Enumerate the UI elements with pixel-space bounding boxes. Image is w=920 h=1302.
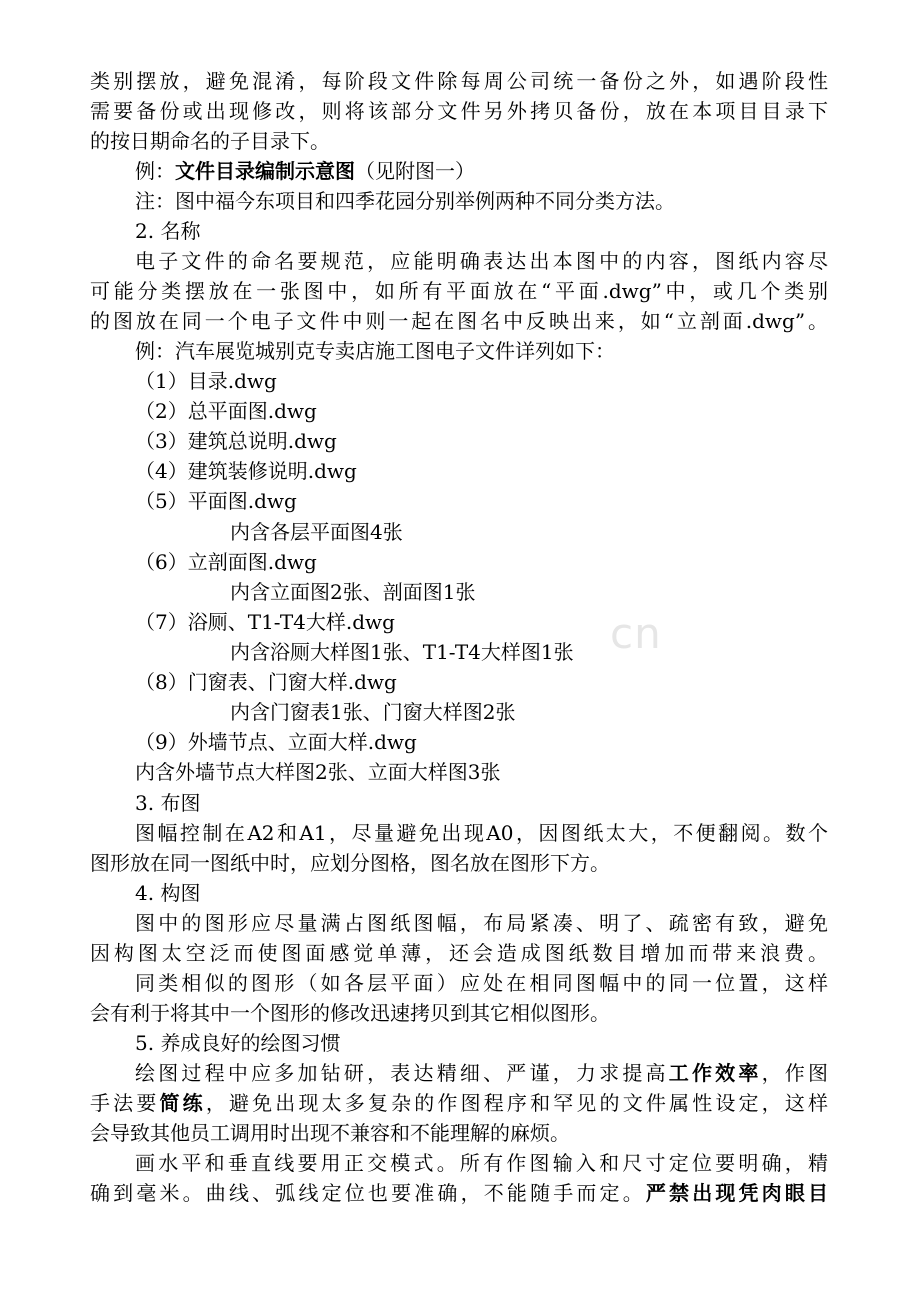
- text-run: 确到毫米。曲线、弧线定位也要准确，不能随手而定。: [90, 1181, 646, 1205]
- paragraph-line: [90, 1178, 828, 1208]
- text-run: ，避免出现太多复杂的作图程序和罕见的文件属性设定，这样: [205, 1091, 829, 1115]
- note-line: 注：图中福今东项目和四季花园分别举例两种不同分类方法。: [135, 189, 675, 213]
- paragraph-line: 的图放在同一个电子文件中则一起在图名中反映出来，如“立剖面.dwg”。: [90, 309, 828, 333]
- list-item: （2）总平面图.dwg: [135, 399, 317, 423]
- bold-run: 严禁出现凭肉眼目: [645, 1181, 829, 1205]
- watermark: cn: [610, 609, 662, 658]
- text-run: 绘图过程中应多加钻研，表达精细、严谨，力求提高: [135, 1061, 669, 1085]
- list-sub-item: 内含立面图2张、剖面图1张: [230, 580, 476, 604]
- list-item: （5）平面图.dwg: [135, 489, 297, 513]
- example-title: 文件目录编制示意图: [175, 159, 355, 183]
- text-run: ，作图: [761, 1061, 829, 1085]
- list-item: （7）浴厕、T1-T4大样.dwg: [135, 610, 395, 634]
- example-prefix: 例：: [135, 159, 175, 183]
- section-heading: 2. 名称: [135, 219, 201, 243]
- paragraph-line: 图幅控制在A2和A1，尽量避免出现A0，因图纸太大，不便翻阅。数个: [135, 821, 828, 845]
- list-item: （6）立剖面图.dwg: [135, 550, 317, 574]
- list-sub-item: 内含外墙节点大样图2张、立面大样图3张: [135, 760, 501, 784]
- bold-run: 简练: [159, 1091, 206, 1115]
- paragraph-line: 的按日期命名的子目录下。: [90, 129, 330, 153]
- paragraph-line: 图中的图形应尽量满占图纸图幅，布局紧凑、明了、疏密有致，避免: [135, 911, 828, 935]
- example-line: 例：汽车展览城别克专卖店施工图电子文件详列如下：: [135, 339, 615, 363]
- text-run: 手法要: [90, 1091, 160, 1115]
- list-item: （8）门窗表、门窗大样.dwg: [135, 670, 397, 694]
- paragraph-line: [135, 1058, 828, 1088]
- list-item: （3）建筑总说明.dwg: [135, 429, 337, 453]
- paragraph-line: 因构图太空泛而使图面感觉单薄，还会造成图纸数目增加而带来浪费。: [90, 941, 828, 965]
- paragraph-line: 类别摆放，避免混淆，每阶段文件除每周公司统一备份之外，如遇阶段性: [90, 69, 828, 93]
- paragraph-line: 会导致其他员工调用时出现不兼容和不能理解的麻烦。: [90, 1121, 570, 1145]
- section-heading: 4. 构图: [135, 881, 201, 905]
- list-item: （9）外墙节点、立面大样.dwg: [135, 730, 417, 754]
- section-heading: 5. 养成良好的绘图习惯: [135, 1031, 341, 1055]
- example-suffix: （见附图一）: [355, 159, 475, 183]
- paragraph-line: 可能分类摆放在一张图中，如所有平面放在“平面.dwg”中，或几个类别: [90, 279, 828, 303]
- paragraph-line: 同类相似的图形（如各层平面）应处在相同图幅中的同一位置，这样: [135, 971, 828, 995]
- paragraph-line: 电子文件的命名要规范，应能明确表达出本图中的内容，图纸内容尽: [135, 249, 828, 273]
- section-heading: 3. 布图: [135, 791, 201, 815]
- bold-run: 工作效率: [668, 1061, 762, 1085]
- paragraph-line: 会有利于将其中一个图形的修改迅速拷贝到其它相似图形。: [90, 1001, 610, 1025]
- list-sub-item: 内含浴厕大样图1张、T1-T4大样图1张: [230, 640, 574, 664]
- list-sub-item: 内含各层平面图4张: [230, 520, 403, 544]
- list-item: （4）建筑装修说明.dwg: [135, 459, 357, 483]
- paragraph-line: 画水平和垂直线要用正交模式。所有作图输入和尺寸定位要明确，精: [135, 1151, 828, 1175]
- list-sub-item: 内含门窗表1张、门窗大样图2张: [230, 700, 516, 724]
- paragraph-line: [90, 1088, 828, 1118]
- paragraph-line: 图形放在同一图纸中时，应划分图格，图名放在图形下方。: [90, 851, 610, 875]
- list-item: （1）目录.dwg: [135, 369, 277, 393]
- example-line: [135, 156, 475, 186]
- paragraph-line: 需要备份或出现修改，则将该部分文件另外拷贝备份，放在本项目目录下: [90, 99, 828, 123]
